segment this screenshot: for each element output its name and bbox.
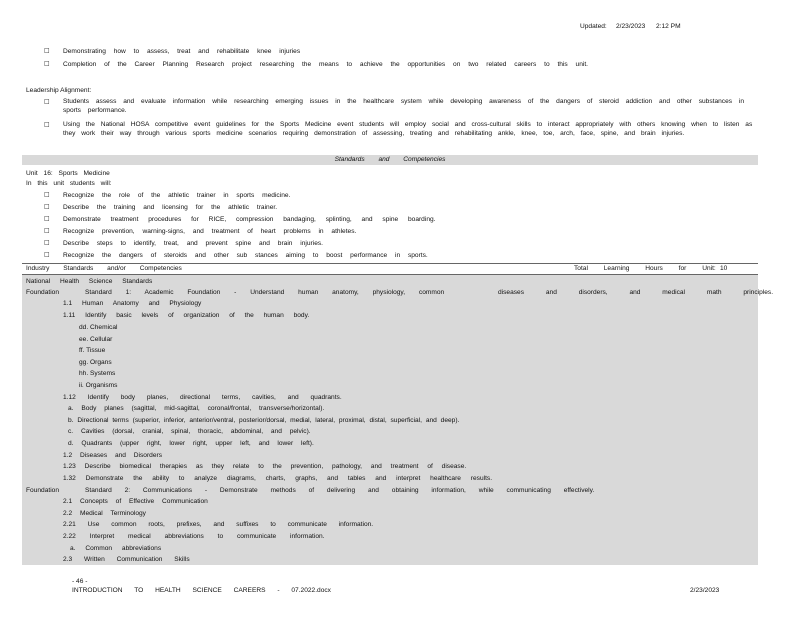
standard-line: 1.23 Describe biomedical therapies as they relate to the prevention, pathology, and treatment of disease. xyxy=(63,463,467,470)
level-item: ii. Organisms xyxy=(79,382,118,389)
leadership-item: Using the National HOSA competitive event guidelines for the Sports Medicine event students will employ social and cross-cultural skills to interact appropriately with others knowing when to listen as they work their way through various sports medicine scenarios requiring demonstration of assessing, treating and rehabilitating ankle, knee, toe, arch, face, spine, and brain injuries. xyxy=(63,121,753,137)
nhss-title: National Health Science Standards xyxy=(26,278,153,285)
standard-line: 2.1 Concepts of Effective Communication xyxy=(63,498,208,505)
leadership-title: Leadership Alignment: xyxy=(26,87,92,94)
level-item: dd. Chemical xyxy=(79,324,118,331)
list-item: Demonstrate treatment procedures for RICE, compression bandaging, splinting, and spine boarding. xyxy=(63,216,436,223)
footer-page-number: - 46 - xyxy=(72,578,88,585)
footer-date: 2/23/2023 xyxy=(690,587,720,594)
foundation-standard: Standard 1: Academic Foundation - Understand human anatomy, physiology, common xyxy=(85,289,445,296)
bullet-icon: □ xyxy=(44,60,50,67)
bullet-icon: □ xyxy=(44,47,50,54)
total-hours-label: Total Learning Hours for Unit: xyxy=(574,265,716,272)
standard-line: 1.11 Identify basic levels of organization of the human body. xyxy=(63,312,310,319)
standard-line: c. Cavities (dorsal, cranial, spinal, thoracic, abdominal, and pelvic). xyxy=(68,428,311,435)
standard-line: 2.2 Medical Terminology xyxy=(63,510,146,517)
total-hours-value: 10 xyxy=(720,265,728,272)
standard-line: 2.21 Use common roots, prefixes, and suffixes to communicate information. xyxy=(63,521,374,528)
list-item: Describe steps to identify, treat, and prevent spine and brain injuries. xyxy=(63,240,323,247)
unit-intro: In this unit students will: xyxy=(26,180,112,187)
bullet-icon: □ xyxy=(44,203,50,210)
bullet-icon: □ xyxy=(44,191,50,198)
bullet-icon: □ xyxy=(44,251,50,258)
standard-line: a. Body planes (sagittal, mid-sagittal, coronal/frontal, transverse/horizontal). xyxy=(68,405,325,412)
bullet-icon: □ xyxy=(44,215,50,222)
updated-date: 2/23/2023 xyxy=(616,23,646,30)
list-item: Demonstrating how to assess, treat and rehabilitate knee injuries xyxy=(63,48,301,55)
standard-line: 1.32 Demonstrate the ability to analyze diagrams, charts, graphs, and tables and interpret healthcare results. xyxy=(63,475,493,482)
foundation-label: Foundation xyxy=(26,487,59,494)
standard-line: d. Quadrants (upper right, lower right, upper left, and lower left). xyxy=(68,440,314,447)
industry-label: Industry Standards and/or Competencies xyxy=(26,265,182,272)
standard-line: 2.22 Interpret medical abbreviations to communicate information. xyxy=(63,533,325,540)
foundation-standard-tail: diseases and disorders, and medical math principles. xyxy=(498,289,774,296)
level-item: ee. Cellular xyxy=(79,336,113,343)
bullet-icon: □ xyxy=(44,98,50,105)
level-item: ff. Tissue xyxy=(79,347,106,354)
list-item: Completion of the Career Planning Research project researching the means to achieve the opportunities on two related careers to this unit. xyxy=(63,61,589,68)
list-item: Recognize the dangers of steroids and other sub stances aiming to boost performance in sports. xyxy=(63,252,428,259)
standard-line: a. Common abbreviations xyxy=(70,545,162,552)
standard-line: b. Directional terms (superior, inferior, anterior/ventral, posterior/dorsal, medial, lateral, proximal, distal, superficial, and deep). xyxy=(68,417,460,424)
standard-line: 1.2 Diseases and Disorders xyxy=(63,452,162,459)
unit-title: Unit 16: Sports Medicine xyxy=(26,170,110,177)
leadership-item: Students assess and evaluate information while researching emerging issues in the healthcare system while developing awareness of the dangers of steroid addiction and other substances in sports performance. xyxy=(63,98,745,114)
level-item: hh. Systems xyxy=(79,370,116,377)
bullet-icon: □ xyxy=(44,227,50,234)
updated-label: Updated: xyxy=(580,23,607,30)
section-band-title: Standards and Competencies xyxy=(334,156,446,163)
list-item: Describe the training and licensing for the athletic trainer. xyxy=(63,204,278,211)
updated-time: 2:12 PM xyxy=(656,23,681,30)
bullet-icon: □ xyxy=(44,121,50,128)
bullet-icon: □ xyxy=(44,239,50,246)
list-item: Recognize prevention, warning-signs, and treatment of heart problems in athletes. xyxy=(63,228,357,235)
list-item: Recognize the role of the athletic trainer in sports medicine. xyxy=(63,192,291,199)
standard-line: 1.12 Identify body planes, directional terms, cavities, and quadrants. xyxy=(63,394,342,401)
footer-title: INTRODUCTION TO HEALTH SCIENCE CAREERS - 07.2022.docx xyxy=(72,587,331,594)
foundation-label: Foundation xyxy=(26,289,59,296)
standard-line: 2.3 Written Communication Skills xyxy=(63,556,190,563)
foundation-standard: Standard 2: Communications - Demonstrate methods of delivering and obtaining information, while communicating effectively. xyxy=(85,487,595,494)
level-item: gg. Organs xyxy=(79,359,112,366)
standard-line: 1.1 Human Anatomy and Physiology xyxy=(63,300,202,307)
